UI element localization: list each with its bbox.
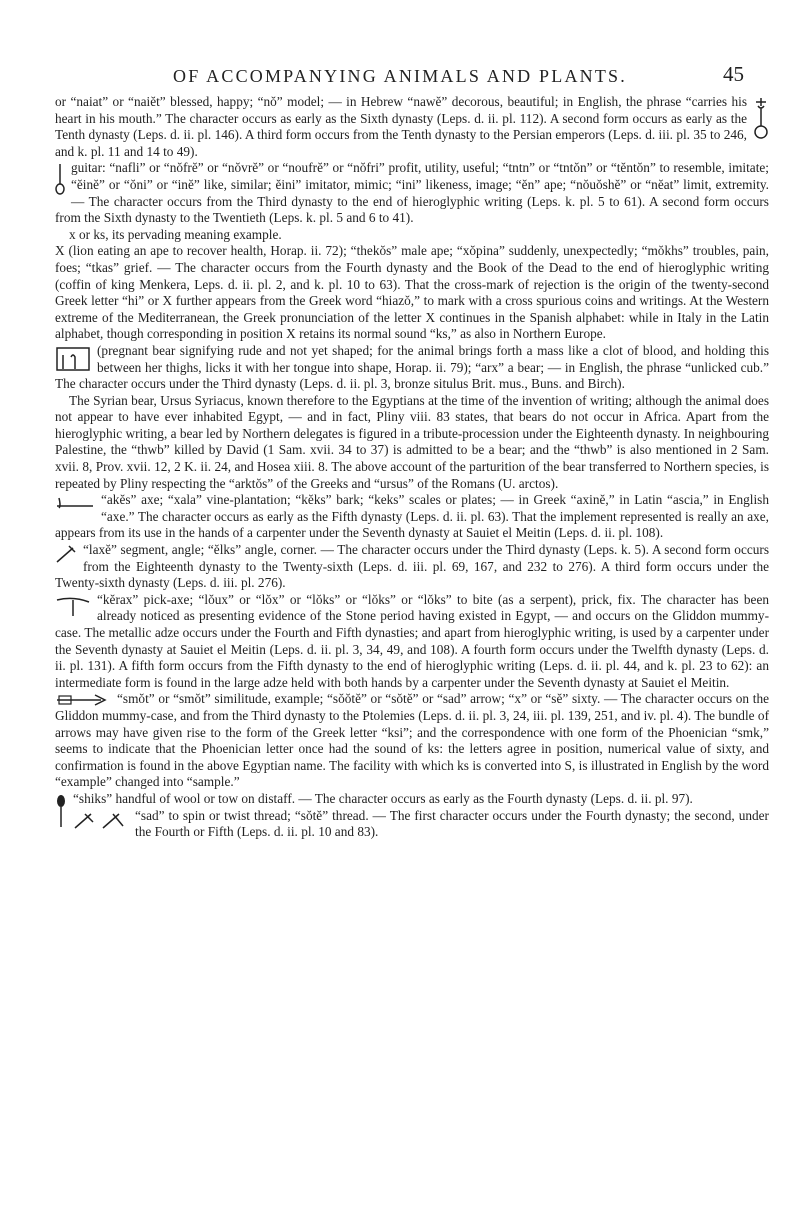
paragraph-distaff: “shiks” handful of wool or tow on distaff. — The character occurs as early as the Fourth dynasty (Leps. d. ii. pl. 97). bbox=[55, 791, 769, 808]
heart-hieroglyph-icon bbox=[753, 96, 769, 140]
paragraph-thread: “sad” to spin or twist thread; “sŏtĕ” thread. — The first character occurs under the Fourth dynasty; the second, under the Fourth or Fifth (Leps. d. ii. pl. 10 and 83). bbox=[55, 808, 769, 841]
pick-axe-hieroglyph-icon bbox=[55, 594, 91, 618]
paragraph-guitar: guitar: “nafli” or “nŏfrĕ” or “nŏvrĕ” or “noufrĕ” or “nŏfri” profit, utility, useful; “tntn” or “tntŏn” or “tĕntŏn” to resemble, imitate; “ĕinĕ” or “ŏni” or “inĕ” like, similar; ĕini” imitator, mimic; “ini” likeness, image; “ĕn” ape; “nŏuŏshĕ” or “nĕat” limit, extremity. — The character occurs from the Third dynasty to the end of hieroglyphic writing (Leps. k. pl. 5 to 61). A second form occurs from the Sixth dynasty to the Twentieth (Leps. k. pl. 5 and 6 to 41). bbox=[55, 160, 769, 226]
text-column bbox=[55, 94, 769, 841]
paragraph-pick-axe: “kĕrax” pick-axe; “lŏux” or “lŏx” or “lŏks” or “lŏks” or “lŏks” to bite (as a serpent), prick, fix. The character has been already noticed as presenting evidence of the Stone period having existed in Egypt, — and occurs on the Gliddon mummy-case. The metallic adze occurs under the Fourth and Fifth dynasties; and apart from hieroglyphic writing, is used by a carpenter under the Seventh dynasty at Sauiet el Meitin (Leps. d. ii. pl. 3, 34, 49, and 108). A fourth form occurs under the Twelfth dynasty (Leps. d. ii. pl. 131). A fifth form occurs from the Fifth dynasty to the end of hieroglyphic writing (Leps. d. ii. pl. 44, and k. pl. 23 to 62): an intermediate form is found in the large adze held with both hands by a carpenter under the Seventh dynasty at Sauiet el Meitin. bbox=[55, 591, 769, 690]
arrow-hieroglyph-icon bbox=[55, 693, 111, 707]
pregnant-bear-hieroglyph-icon bbox=[55, 345, 91, 373]
paragraph-x: X (lion eating an ape to recover health, Horap. ii. 72); “thekŏs” male ape; “xŏpina” suddenly, unexpectedly; “mŏkhs” troubles, pain, foes; “tkas” grief. — The character occurs from the Fourth dynasty and the Book of the Dead to the end of hieroglyphic writing (coffin of king Menkera, Leps. d. ii. pl. 2, and k. pl. 10 to 63). That the cross-mark of rejection is the origin of the twenty-second Greek letter “hi” or X further appears from the Greek word “hiazŏ,” to mark with a cross spurious coins and writings. At the Western extreme of the Mediterranean, the Greek pronunciation of the letter X continues in the Spanish alphabet: while in Italy in the Latin alphabet, though corresponding in position X retains its normal sound “ks,” as also in Northern Europe. bbox=[55, 243, 769, 342]
thread-hieroglyph-icon bbox=[73, 810, 129, 832]
paragraph-x-intro: x or ks, its pervading meaning example. bbox=[69, 226, 282, 242]
paragraph-bear: (pregnant bear signifying rude and not yet shaped; for the animal brings forth a mass like a clot of blood, and holding this between her thighs, licks it with her tongue into shape, Horap. ii. 79); “arx” a bear; — in English, the phrase “unlicked cub.” The character occurs under the Third dynasty (Leps. d. ii. pl. 3, bronze situlus Brit. mus., Buns. and Birch). bbox=[55, 342, 769, 392]
paragraph-syrian-bear: The Syrian bear, Ursus Syriacus, known therefore to the Egyptians at the time of the invention of writing; although the animal does not appear to have ever inhabited Egypt, — and in fact, Pliny viii. 83 states, that bears do not occur in Africa. Apart from the hieroglyphic writing, a bear led by Northern delegates is figured in a tribute-procession under the Eighteenth dynasty. In neighbouring Palestine, the “thwb” killed by David (1 Sam. xvii. 34 to 37) is admitted to be a bear; and the “thwb” is also mentioned in 2 Sam. xvii. 8, Prov. xvii. 12, 2 K. ii. 24, and Hosea xiii. 8. The above account of the parturition of the bear transferred to Northern species, is repeated by Pliny respecting the “arktŏs” of the Greeks and “ursus” of the Romans (U. arctos). bbox=[55, 392, 770, 491]
guitar-hieroglyph-icon bbox=[55, 162, 65, 196]
angle-hieroglyph-icon bbox=[55, 544, 77, 564]
paragraph-axe: “akĕs” axe; “xala” vine-plantation; “kĕks” bark; “keks” scales or plates; — in Greek “axinĕ,” in Latin “ascia,” in English “axe.” The character occurs as early as the Fifth dynasty (Leps. d. ii. pl. 63). That the implement represented is really an axe, appears from its use in the hands of a carpenter under the Seventh dynasty at Sauiet el Meitin (Leps. d. ii. pl. 108). bbox=[55, 492, 769, 541]
running-head: OF ACCOMPANYING ANIMALS AND PLANTS. bbox=[173, 66, 627, 86]
paragraph-angle: “laxĕ” segment, angle; “ĕlks” angle, corner. — The character occurs under the Third dynasty (Leps. k. 5). A second form occurs from the Eighteenth dynasty to the Twenty-sixth (Leps. d. iii. pl. 69, 167, and 232 to 276). A third form occurs under the Twenty-sixth dynasty (Leps. d. iii. pl. 276). bbox=[55, 542, 769, 591]
paragraph-arrow: “smŏt” or “smŏt” similitude, example; “sŏŏtĕ” or “sŏtĕ” or “sad” arrow; “x” or “sĕ” sixty. — The character occurs on the Gliddon mummy-case, and from the Third dynasty to the Ptolemies (Leps. d. ii. pl. 3, 24, iii. pl. 139, 251, and iv. pl. 4). The bundle of arrows may have given rise to the form of the Greek letter “ksi”; and the correspondence with one form of the Phoenician “smk,” seems to indicate that the Phoenician letter once had the sound of ks: the letters agree in position, numerical value of sixty, and confirmation is found in the above Egyptian name. The facility with which ks is converted into S, is illustrated in English by the word “example” changed into “sample.” bbox=[55, 691, 769, 790]
distaff-hieroglyph-icon bbox=[55, 793, 67, 829]
paragraph-heart: or “naiat” or “naiĕt” blessed, happy; “nŏ” model; — in Hebrew “nawĕ” decorous, beautiful; in English, the phrase “carries his heart in his mouth.” The character occurs as early as the Sixth dynasty (Leps. d. ii. pl. 112). A second form occurs as early as the Tenth dynasty (Leps. d. ii. pl. 146). A third form occurs from the Tenth dynasty to the Persian emperors (Leps. d. iii. pl. 35 to 246, and k. pl. 11 and 14 to 49). bbox=[55, 94, 769, 160]
page-number: 45 bbox=[723, 62, 744, 86]
axe-hieroglyph-icon bbox=[55, 494, 95, 510]
